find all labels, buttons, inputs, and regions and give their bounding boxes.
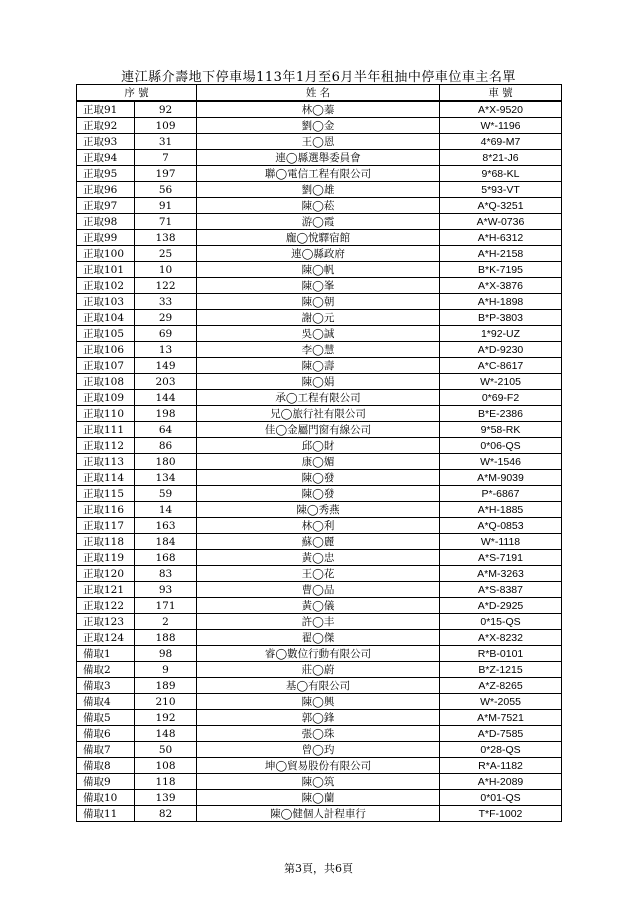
table-row — [77, 694, 562, 710]
plate-number: A*D-2925 — [440, 598, 562, 614]
table-row — [77, 326, 562, 342]
row-id: 正取111 — [77, 422, 135, 438]
owner-name: 陳◯秀燕 — [197, 502, 440, 518]
draw-number: 144 — [135, 390, 197, 406]
table-row — [77, 438, 562, 454]
row-id: 正取116 — [77, 502, 135, 518]
row-id: 正取120 — [77, 566, 135, 582]
page-footer: 第3頁，共6頁 — [284, 862, 353, 875]
draw-number: 86 — [135, 438, 197, 454]
plate-number: A*H-1885 — [440, 502, 562, 518]
plate-number: A*S-7191 — [440, 550, 562, 566]
owner-name: 連◯縣選舉委員會 — [197, 150, 440, 166]
plate-number: 0*15-QS — [440, 614, 562, 630]
table-row — [77, 470, 562, 486]
row-id: 正取106 — [77, 342, 135, 358]
draw-number: 149 — [135, 358, 197, 374]
row-id: 備取2 — [77, 662, 135, 678]
table-row — [77, 726, 562, 742]
plate-number: B*P-3803 — [440, 310, 562, 326]
row-id: 正取100 — [77, 246, 135, 262]
table-row — [77, 406, 562, 422]
owner-name: 陳◯健個人計程車行 — [197, 806, 440, 822]
draw-number: 33 — [135, 294, 197, 310]
row-id: 正取115 — [77, 486, 135, 502]
owner-name: 陳◯帆 — [197, 262, 440, 278]
row-id: 正取107 — [77, 358, 135, 374]
draw-number: 14 — [135, 502, 197, 518]
row-id: 正取117 — [77, 518, 135, 534]
table-row — [77, 422, 562, 438]
owner-name: 陳◯壽 — [197, 358, 440, 374]
owner-name: 翟◯傑 — [197, 630, 440, 646]
table-header-row — [77, 85, 562, 102]
draw-number: 10 — [135, 262, 197, 278]
row-id: 正取112 — [77, 438, 135, 454]
row-id: 正取124 — [77, 630, 135, 646]
row-id: 正取104 — [77, 310, 135, 326]
table-row — [77, 198, 562, 214]
row-id: 正取103 — [77, 294, 135, 310]
row-id: 正取122 — [77, 598, 135, 614]
plate-number: A*X-9520 — [440, 101, 562, 118]
row-id: 正取94 — [77, 150, 135, 166]
draw-number: 59 — [135, 486, 197, 502]
owner-name: 林◯利 — [197, 518, 440, 534]
draw-number: 64 — [135, 422, 197, 438]
row-id: 備取5 — [77, 710, 135, 726]
table-row — [77, 101, 562, 118]
row-id: 正取110 — [77, 406, 135, 422]
draw-number: 29 — [135, 310, 197, 326]
owner-name: 曹◯品 — [197, 582, 440, 598]
owner-name: 邱◯財 — [197, 438, 440, 454]
table-row — [77, 614, 562, 630]
draw-number: 9 — [135, 662, 197, 678]
owner-name: 王◯恩 — [197, 134, 440, 150]
row-id: 正取92 — [77, 118, 135, 134]
row-id: 正取98 — [77, 214, 135, 230]
table-row — [77, 646, 562, 662]
owner-name: 陳◯發 — [197, 486, 440, 502]
plate-number: R*B-0101 — [440, 646, 562, 662]
owner-name: 基◯有限公司 — [197, 678, 440, 694]
table-row — [77, 550, 562, 566]
row-id: 備取9 — [77, 774, 135, 790]
row-id: 正取114 — [77, 470, 135, 486]
table-row — [77, 486, 562, 502]
draw-number: 180 — [135, 454, 197, 470]
owner-name: 陳◯菘 — [197, 198, 440, 214]
draw-number: 139 — [135, 790, 197, 806]
plate-number: 0*06-QS — [440, 438, 562, 454]
draw-number: 192 — [135, 710, 197, 726]
draw-number: 109 — [135, 118, 197, 134]
plate-number: 9*58-RK — [440, 422, 562, 438]
draw-number: 197 — [135, 166, 197, 182]
owner-name: 康◯媚 — [197, 454, 440, 470]
owner-name: 睿◯數位行動有限公司 — [197, 646, 440, 662]
owner-name: 莊◯蔚 — [197, 662, 440, 678]
table-row — [77, 678, 562, 694]
draw-number: 31 — [135, 134, 197, 150]
table-row — [77, 598, 562, 614]
draw-number: 189 — [135, 678, 197, 694]
owner-name: 王◯花 — [197, 566, 440, 582]
draw-number: 171 — [135, 598, 197, 614]
table-row — [77, 502, 562, 518]
row-id: 正取118 — [77, 534, 135, 550]
table-row — [77, 294, 562, 310]
table-row — [77, 278, 562, 294]
owner-name: 林◯蓁 — [197, 101, 440, 118]
draw-number: 7 — [135, 150, 197, 166]
owner-name: 連◯縣政府 — [197, 246, 440, 262]
plate-number: A*M-7521 — [440, 710, 562, 726]
table-row — [77, 150, 562, 166]
owner-name: 許◯丰 — [197, 614, 440, 630]
owner-name: 陳◯朝 — [197, 294, 440, 310]
plate-number: A*H-6312 — [440, 230, 562, 246]
draw-number: 122 — [135, 278, 197, 294]
plate-number: A*Z-8265 — [440, 678, 562, 694]
owner-name: 承◯工程有限公司 — [197, 390, 440, 406]
draw-number: 50 — [135, 742, 197, 758]
plate-number: P*-6867 — [440, 486, 562, 502]
plate-number: A*D-9230 — [440, 342, 562, 358]
row-id: 正取101 — [77, 262, 135, 278]
plate-number: A*M-3263 — [440, 566, 562, 582]
plate-number: 9*68-KL — [440, 166, 562, 182]
row-id: 正取99 — [77, 230, 135, 246]
plate-number: A*C-8617 — [440, 358, 562, 374]
draw-number: 184 — [135, 534, 197, 550]
plate-number: A*M-9039 — [440, 470, 562, 486]
row-id: 正取95 — [77, 166, 135, 182]
owner-name: 吳◯誠 — [197, 326, 440, 342]
owner-name: 陳◯發 — [197, 470, 440, 486]
table-row — [77, 630, 562, 646]
plate-number: A*Q-0853 — [440, 518, 562, 534]
table-row — [77, 758, 562, 774]
owner-name: 郭◯鋒 — [197, 710, 440, 726]
plate-number: 8*21-J6 — [440, 150, 562, 166]
owner-name: 劉◯雄 — [197, 182, 440, 198]
owner-name: 聯◯電信工程有限公司 — [197, 166, 440, 182]
draw-number: 134 — [135, 470, 197, 486]
owner-name: 陳◯蘭 — [197, 790, 440, 806]
table-row — [77, 790, 562, 806]
draw-number: 210 — [135, 694, 197, 710]
table-row — [77, 262, 562, 278]
draw-number: 168 — [135, 550, 197, 566]
row-id: 正取121 — [77, 582, 135, 598]
plate-number: R*A-1182 — [440, 758, 562, 774]
plate-number: B*Z-1215 — [440, 662, 562, 678]
plate-number: W*-2105 — [440, 374, 562, 390]
owner-name: 游◯霞 — [197, 214, 440, 230]
plate-number: 0*28-QS — [440, 742, 562, 758]
owner-name: 劉◯金 — [197, 118, 440, 134]
table-row — [77, 774, 562, 790]
owner-name: 蘇◯麗 — [197, 534, 440, 550]
plate-number: 0*01-QS — [440, 790, 562, 806]
row-id: 備取7 — [77, 742, 135, 758]
owner-name: 兄◯旅行社有限公司 — [197, 406, 440, 422]
draw-number: 188 — [135, 630, 197, 646]
table-row — [77, 182, 562, 198]
row-id: 備取6 — [77, 726, 135, 742]
table-row — [77, 358, 562, 374]
row-id: 正取105 — [77, 326, 135, 342]
owner-name: 陳◯娟 — [197, 374, 440, 390]
row-id: 正取93 — [77, 134, 135, 150]
draw-number: 25 — [135, 246, 197, 262]
row-id: 備取11 — [77, 806, 135, 822]
draw-number: 82 — [135, 806, 197, 822]
table-row — [77, 118, 562, 134]
owner-name: 謝◯元 — [197, 310, 440, 326]
draw-number: 98 — [135, 646, 197, 662]
draw-number: 118 — [135, 774, 197, 790]
draw-number: 108 — [135, 758, 197, 774]
plate-number: A*H-1898 — [440, 294, 562, 310]
plate-number: W*-1546 — [440, 454, 562, 470]
plate-number: B*E-2386 — [440, 406, 562, 422]
draw-number: 91 — [135, 198, 197, 214]
draw-number: 93 — [135, 582, 197, 598]
draw-number: 203 — [135, 374, 197, 390]
owner-name: 坤◯貿易股份有限公司 — [197, 758, 440, 774]
draw-number: 92 — [135, 101, 197, 118]
draw-number: 198 — [135, 406, 197, 422]
row-id: 備取1 — [77, 646, 135, 662]
table-row — [77, 566, 562, 582]
owner-name: 陳◯峯 — [197, 278, 440, 294]
table-row — [77, 374, 562, 390]
plate-number: A*H-2158 — [440, 246, 562, 262]
table-row — [77, 710, 562, 726]
row-id: 備取3 — [77, 678, 135, 694]
table-row — [77, 214, 562, 230]
plate-number: A*W-0736 — [440, 214, 562, 230]
owner-name: 陳◯興 — [197, 694, 440, 710]
row-id: 正取97 — [77, 198, 135, 214]
plate-number: A*X-8232 — [440, 630, 562, 646]
plate-number: A*D-7585 — [440, 726, 562, 742]
row-id: 正取113 — [77, 454, 135, 470]
owner-name: 黃◯儀 — [197, 598, 440, 614]
row-id: 正取119 — [77, 550, 135, 566]
row-id: 正取96 — [77, 182, 135, 198]
draw-number: 56 — [135, 182, 197, 198]
owner-name: 龐◯悅驛宿館 — [197, 230, 440, 246]
row-id: 備取8 — [77, 758, 135, 774]
row-id: 正取108 — [77, 374, 135, 390]
owner-name: 曾◯玓 — [197, 742, 440, 758]
row-id: 備取4 — [77, 694, 135, 710]
table-row — [77, 518, 562, 534]
table-row — [77, 134, 562, 150]
table-row — [77, 582, 562, 598]
header-plate: 車 號 — [440, 85, 562, 102]
table-row — [77, 246, 562, 262]
plate-number: B*K-7195 — [440, 262, 562, 278]
plate-number: T*F-1002 — [440, 806, 562, 822]
draw-number: 13 — [135, 342, 197, 358]
plate-number: A*H-2089 — [440, 774, 562, 790]
owner-name: 黃◯忠 — [197, 550, 440, 566]
plate-number: W*-2055 — [440, 694, 562, 710]
draw-number: 2 — [135, 614, 197, 630]
owner-name: 陳◯筑 — [197, 774, 440, 790]
row-id: 正取102 — [77, 278, 135, 294]
table-row — [77, 390, 562, 406]
parking-roster-table — [76, 84, 562, 822]
row-id: 備取10 — [77, 790, 135, 806]
table-row — [77, 342, 562, 358]
plate-number: 5*93-VT — [440, 182, 562, 198]
table-row — [77, 534, 562, 550]
row-id: 正取91 — [77, 101, 135, 118]
plate-number: W*-1196 — [440, 118, 562, 134]
owner-name: 張◯珠 — [197, 726, 440, 742]
draw-number: 148 — [135, 726, 197, 742]
draw-number: 83 — [135, 566, 197, 582]
table-row — [77, 742, 562, 758]
table-row — [77, 662, 562, 678]
owner-name: 李◯慧 — [197, 342, 440, 358]
row-id: 正取109 — [77, 390, 135, 406]
draw-number: 69 — [135, 326, 197, 342]
draw-number: 138 — [135, 230, 197, 246]
table-row — [77, 310, 562, 326]
table-row — [77, 454, 562, 470]
table-body — [77, 101, 562, 822]
table-row — [77, 230, 562, 246]
draw-number: 71 — [135, 214, 197, 230]
draw-number: 163 — [135, 518, 197, 534]
document-title: 連江縣介壽地下停車場113年1月至6月半年租抽中停車位車主名單 — [121, 70, 516, 85]
plate-number: A*S-8387 — [440, 582, 562, 598]
header-seq: 序 號 — [77, 85, 197, 102]
plate-number: 0*69-F2 — [440, 390, 562, 406]
plate-number: A*X-3876 — [440, 278, 562, 294]
table-row — [77, 806, 562, 822]
plate-number: A*Q-3251 — [440, 198, 562, 214]
row-id: 正取123 — [77, 614, 135, 630]
table-row — [77, 166, 562, 182]
owner-name: 佳◯金屬門窗有線公司 — [197, 422, 440, 438]
header-name: 姓 名 — [197, 85, 440, 102]
plate-number: W*-1118 — [440, 534, 562, 550]
plate-number: 4*69-M7 — [440, 134, 562, 150]
plate-number: 1*92-UZ — [440, 326, 562, 342]
